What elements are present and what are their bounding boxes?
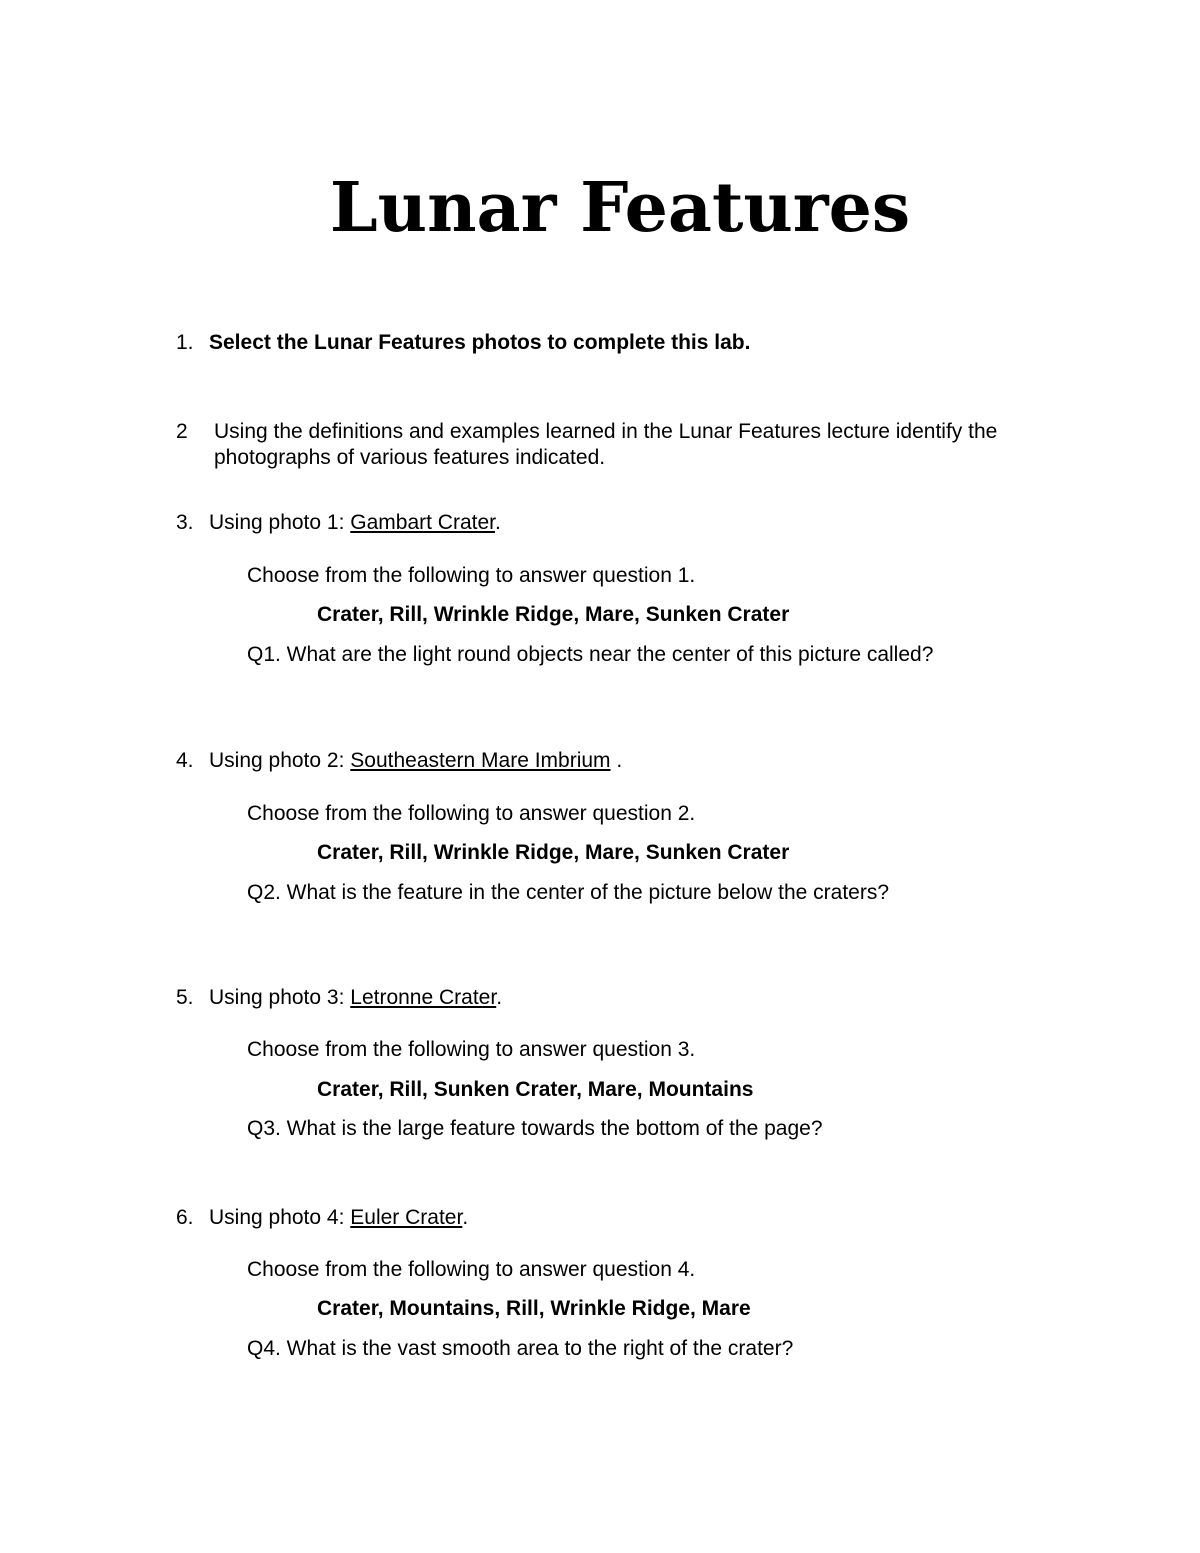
- page-title: Lunar Features: [329, 168, 911, 248]
- item-number: 5.: [176, 986, 194, 1009]
- answer-options: Crater, Mountains, Rill, Wrinkle Ridge, Mare: [317, 1297, 751, 1320]
- answer-options: Crater, Rill, Wrinkle Ridge, Mare, Sunken Crater: [317, 841, 790, 864]
- instruction-text: Choose from the following to answer question 1.: [247, 564, 696, 587]
- photo-suffix: .: [494, 511, 501, 534]
- question-text: Q2. What is the feature in the center of the picture below the craters?: [247, 881, 890, 904]
- instruction-text: Choose from the following to answer question 2.: [247, 802, 696, 825]
- item-number: 3.: [176, 511, 194, 534]
- photo-prefix: Using photo 4:: [209, 1206, 351, 1229]
- photo-line: [209, 985, 502, 1011]
- photo-prefix: Using photo 2:: [209, 749, 351, 772]
- photo-line: [209, 510, 501, 536]
- photo-name: Southeastern Mare Imbrium: [350, 749, 611, 772]
- instruction-text: Choose from the following to answer question 4.: [247, 1258, 696, 1281]
- item-number: 6.: [176, 1206, 194, 1229]
- photo-name: Euler Crater: [350, 1206, 463, 1229]
- photo-line: [209, 1205, 468, 1231]
- photo-suffix: .: [496, 986, 503, 1009]
- answer-options: Crater, Rill, Wrinkle Ridge, Mare, Sunken Crater: [317, 603, 790, 626]
- photo-line: [209, 748, 622, 774]
- question-text: Q4. What is the vast smooth area to the right of the crater?: [247, 1337, 794, 1360]
- item-number: 4.: [176, 749, 194, 772]
- item-text: Select the Lunar Features photos to complete this lab.: [209, 331, 751, 354]
- item-number: 1.: [176, 331, 194, 354]
- photo-suffix: .: [462, 1206, 469, 1229]
- item-number: 2: [176, 420, 188, 443]
- question-text: Q1. What are the light round objects near the center of this picture called?: [247, 643, 934, 666]
- photo-suffix: .: [610, 749, 623, 772]
- photo-name: Gambart Crater: [350, 511, 495, 534]
- item-text: Using the definitions and examples learned in the Lunar Features lecture identify the photographs of various features indicated.: [214, 420, 998, 469]
- photo-prefix: Using photo 3:: [209, 986, 351, 1009]
- instruction-text: Choose from the following to answer question 3.: [247, 1038, 696, 1061]
- question-text: Q3. What is the large feature towards the bottom of the page?: [247, 1117, 823, 1140]
- photo-prefix: Using photo 1:: [209, 511, 351, 534]
- photo-name: Letronne Crater: [350, 986, 497, 1009]
- answer-options: Crater, Rill, Sunken Crater, Mare, Mountains: [317, 1078, 754, 1101]
